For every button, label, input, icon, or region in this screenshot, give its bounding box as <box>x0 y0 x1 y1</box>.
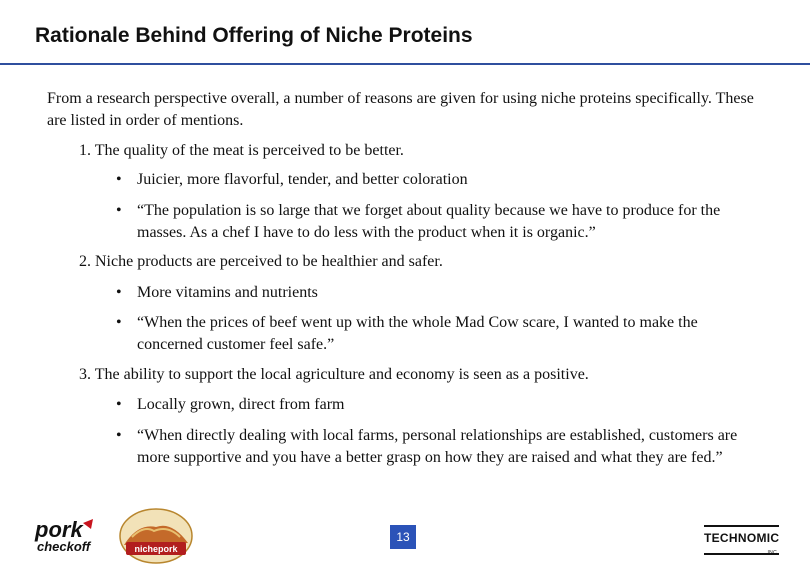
svg-text:checkoff: checkoff <box>37 539 91 554</box>
bullet-icon: • <box>116 396 122 413</box>
bullet-text: “When directly dealing with local farms, personal relationships are established, customers are more supportive and you have a better grasp on how they are raised and what they are fed.” <box>137 427 738 466</box>
bullet-icon: • <box>116 314 122 331</box>
reason-1: 1. The quality of the meat is perceived to be better. <box>79 142 404 159</box>
technomic-logo <box>704 525 779 555</box>
niche-pork-logo <box>118 507 194 565</box>
technomic-name: TECHNOMIC <box>704 531 780 545</box>
slide-footer <box>0 505 810 565</box>
reason-2: 2. Niche products are perceived to be healthier and safer. <box>79 253 443 270</box>
reason-3: 3. The ability to support the local agriculture and economy is seen as a positive. <box>79 366 589 383</box>
svg-text:pork: pork <box>35 517 83 542</box>
technomic-suffix: INC <box>767 550 777 556</box>
bullet-text: Locally grown, direct from farm <box>137 396 345 413</box>
bullet-text: More vitamins and nutrients <box>137 284 318 301</box>
pork-checkoff-logo <box>33 517 105 555</box>
bullet-text: “The population is so large that we forget about quality because we have to produce for the masses. As a chef I have to do less with the product when it is organic.” <box>137 202 721 241</box>
svg-text:nichepork: nichepork <box>134 544 178 554</box>
bullet-icon: • <box>116 202 122 219</box>
bullet-text: Juicier, more flavorful, tender, and better coloration <box>137 171 468 188</box>
slide-title: Rationale Behind Offering of Niche Proteins <box>35 24 473 47</box>
intro-paragraph: From a research perspective overall, a number of reasons are given for using niche proteins specifically. These are listed in order of mentions. <box>47 90 754 129</box>
bullet-icon: • <box>116 171 122 188</box>
page-number: 13 <box>390 525 416 549</box>
bullet-icon: • <box>116 427 122 444</box>
title-divider <box>0 63 810 65</box>
bullet-icon: • <box>116 284 122 301</box>
bullet-text: “When the prices of beef went up with the whole Mad Cow scare, I wanted to make the concerned customer feel safe.” <box>137 314 698 353</box>
